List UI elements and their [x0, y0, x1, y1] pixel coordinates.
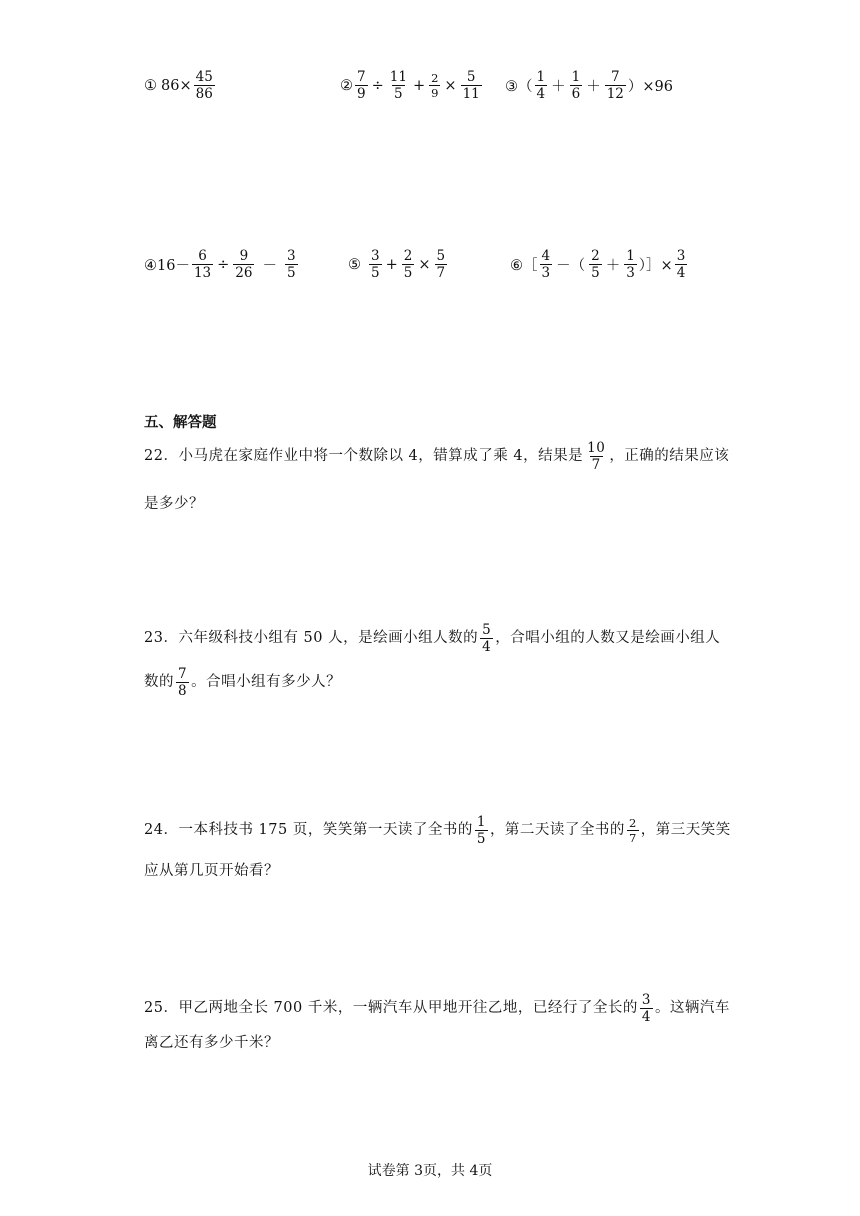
question-25-line-2: 离乙还有多少千米？ [144, 1035, 279, 1051]
expr-text: ）×96 [627, 79, 673, 96]
question-text: 数的 [144, 674, 174, 691]
fraction: $\frac{3}{5}$ [371, 248, 380, 282]
fraction: $\frac{10}{7}$ [587, 440, 606, 474]
fraction: $\frac{5}{7}$ [436, 248, 446, 282]
fraction: $\frac{4}{3}$ [541, 248, 551, 282]
fraction: $\frac{1}{5}$ [476, 814, 486, 848]
question-22-line-2: 是多少？ [144, 496, 204, 512]
question-text: 24．一本科技书 175 页，笑笑第一天读了全书的 [144, 822, 473, 839]
question-24-line-1 [144, 815, 731, 846]
expression-3 [505, 70, 673, 101]
fraction: $\frac{2}{5}$ [403, 248, 413, 282]
operator: + [385, 256, 398, 273]
question-23-line-2 [144, 667, 341, 698]
question-text: 。合唱小组有多少人？ [191, 674, 342, 691]
fraction: $\frac{45}{86}$ [195, 69, 213, 103]
operator: + [412, 77, 426, 94]
fraction: $\frac{3}{4}$ [676, 248, 686, 282]
question-text: ，正确的结果应该 [609, 448, 730, 465]
fraction: $\frac{1}{3}$ [626, 248, 635, 282]
question-25-line-1 [144, 993, 730, 1024]
operator: ＋ [586, 79, 601, 96]
section-title: 五、解答题 [144, 415, 217, 431]
operator: － [262, 258, 277, 275]
expr-label: ⑥［ [510, 258, 538, 275]
fraction: $\frac{1}{6}$ [571, 69, 581, 103]
question-text: 。这辆汽车 [654, 1000, 730, 1017]
expr-label: ③（ [505, 79, 533, 96]
operator: ÷ [217, 256, 230, 273]
fraction: $\frac{9}{26}$ [235, 248, 253, 282]
question-text: 23．六年级科技小组有 50 人，是绘画小组人数的 [144, 630, 479, 647]
page-footer: 试卷第 3页，共 4页 [367, 1163, 493, 1179]
expr-label: ⑤ [348, 256, 361, 273]
fraction: $\frac{7}{12}$ [606, 69, 624, 103]
operator: × [444, 77, 457, 94]
fraction: $\frac{2}{5}$ [591, 248, 600, 282]
question-24-line-2: 应从第几页开始看？ [144, 863, 279, 879]
question-23-line-1 [144, 623, 720, 654]
operator: × [418, 256, 431, 273]
fraction: $\frac{7}{8}$ [178, 666, 188, 700]
operator: ＋ [551, 79, 566, 96]
question-text: ，合唱小组的人数又是绘画小组人 [495, 630, 721, 647]
expr-label: ② [340, 77, 353, 94]
fraction: $\frac{1}{4}$ [536, 69, 546, 103]
question-text: 22．小马虎在家庭作业中将一个数除以 4，错算成了乘 4，结果是 [144, 448, 584, 465]
fraction: $\frac{5}{4}$ [482, 622, 492, 656]
expression-2 [340, 70, 484, 101]
operator: －（ [556, 258, 586, 275]
question-text: ，第二天读了全书的 [489, 822, 625, 839]
expr-text: ）］× [638, 258, 673, 275]
fraction: $\frac{3}{4}$ [641, 992, 651, 1026]
fraction: $\frac{11}{5}$ [389, 69, 407, 103]
operator: ÷ [371, 77, 384, 94]
fraction: $\frac{7}{9}$ [357, 69, 366, 103]
expr-label: ④16－ [144, 258, 190, 275]
expression-4 [144, 249, 300, 280]
fraction: $\frac{6}{13}$ [193, 248, 212, 282]
fraction: $\frac{5}{11}$ [462, 69, 480, 103]
expression-5 [348, 249, 449, 280]
expr-label: ① [144, 77, 157, 94]
expr-text: 86× [161, 77, 192, 94]
question-text: ，第三天笑笑 [640, 822, 731, 839]
fraction: $\frac{2}{7}$ [628, 816, 637, 846]
operator: ＋ [605, 258, 621, 275]
fraction: $\frac{3}{5}$ [286, 248, 296, 282]
question-22-line-1 [144, 441, 729, 472]
expression-6 [510, 249, 689, 280]
fraction: $\frac{2}{9}$ [431, 71, 439, 101]
question-text: 25．甲乙两地全长 700 千米，一辆汽车从甲地开往乙地，已经行了全长的 [144, 1000, 638, 1017]
expression-1 [144, 70, 217, 101]
